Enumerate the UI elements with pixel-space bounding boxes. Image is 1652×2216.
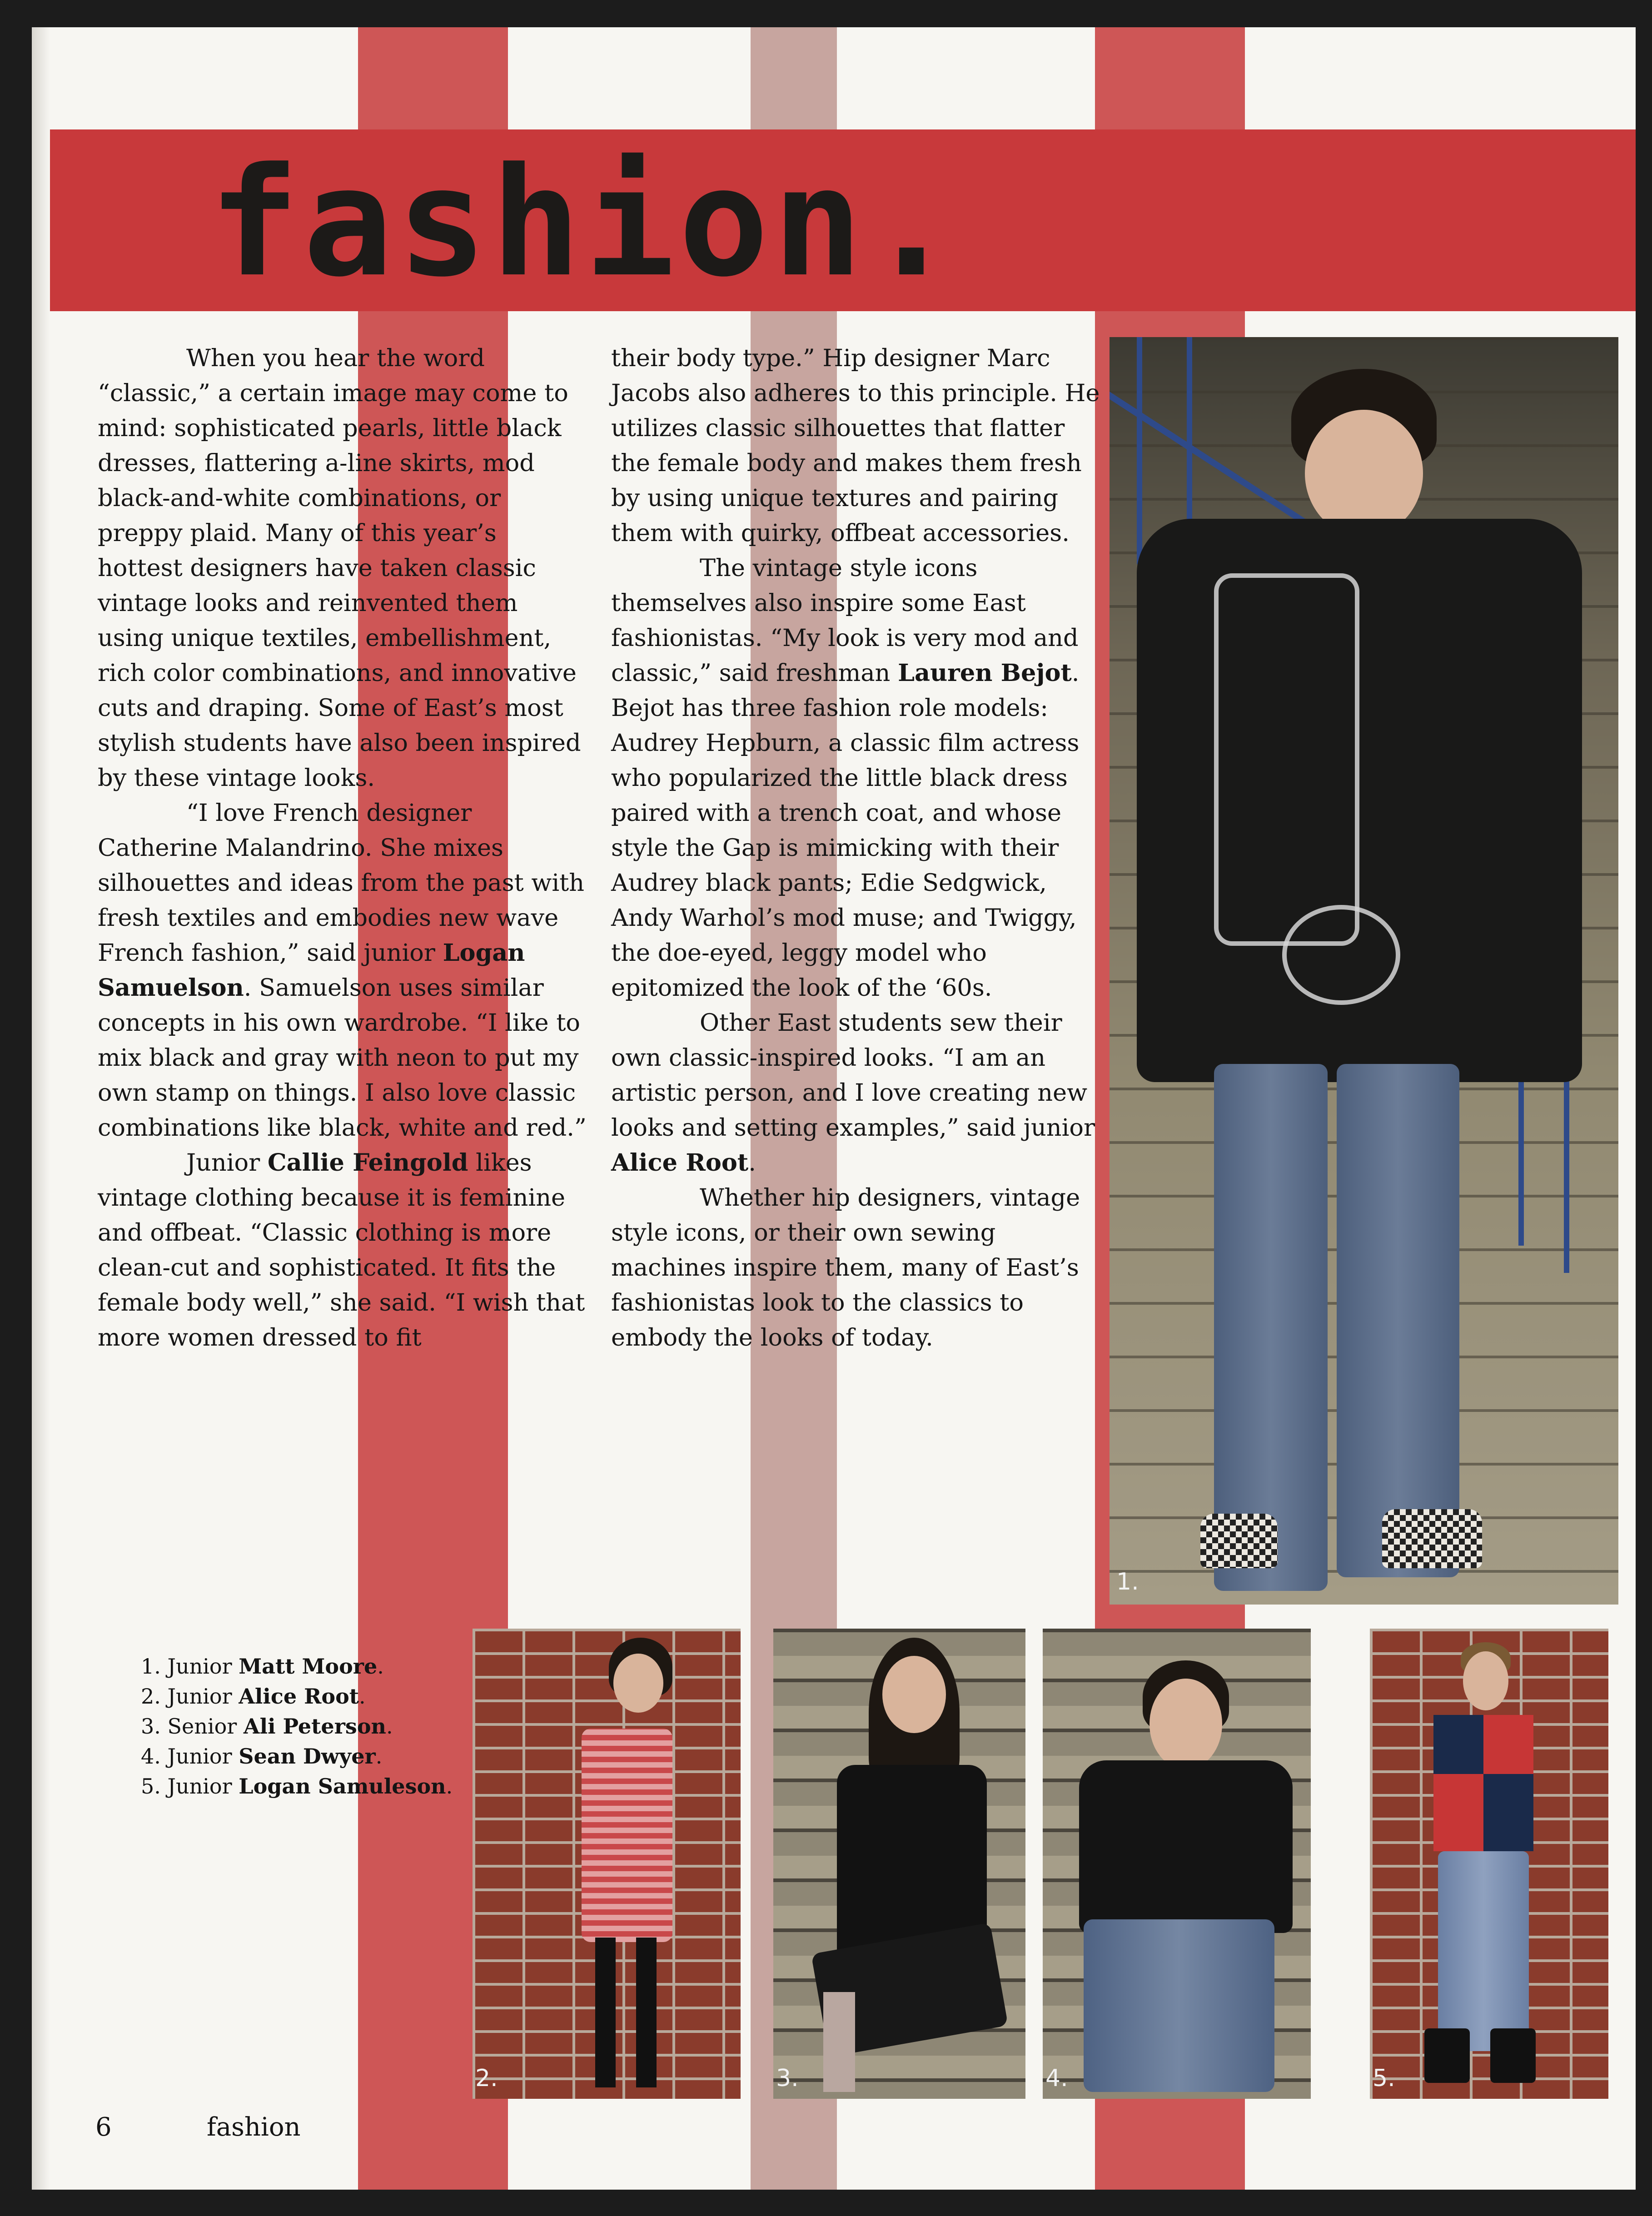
paragraph: their body type.” Hip designer Marc Jacobs also adheres to this principle. He utilizes classic silhouettes that flatter the female body and makes them fresh by using unique textures and pairing them with quirky, offbeat accessories.: [611, 344, 1100, 547]
paragraph: The vintage style icons themselves also inspire some East fashionistas. “My look is very mod and classic,” said freshman Lauren Bejot. Bejot has three fashion role models: Audrey Hepburn, a classic film actress who popularized the little black dress paired with a trench coat, and whose style the Gap is mimicking with their Audrey black pants; Edie Sedgwick, Andy Warhol’s mod muse; and Twiggy, the doe-eyed, leggy model who epitomized the look of the ‘60s.: [611, 554, 1080, 1002]
photo-5-student-brick-wall: [1370, 1629, 1608, 2099]
student-name: Callie Feingold: [267, 1149, 468, 1177]
photo-number: 1.: [1116, 1568, 1139, 1595]
caption-item: 2. Junior Alice Root.: [141, 1684, 366, 1709]
paragraph: When you hear the word “classic,” a certain image may come to mind: sophisticated pearls, little black dresses, flattering a-line skirts, mod black-and-white combinations, or preppy plaid. Many of this year’s hottest designers have taken classic vintage looks and reinvented them using unique textiles, embellishment, rich color combinations, and innovative cuts and draping. Some of East’s most stylish students have also been inspired by these vintage looks.: [98, 344, 581, 792]
photo-1-student-on-stairs: [1110, 337, 1618, 1605]
paragraph: Junior Callie Feingold likes vintage clothing because it is feminine and offbeat. “Classic clothing is more clean-cut and sophisticated. It fits the female body well,” she said. “I wish that more women dressed to fit: [98, 1149, 585, 1351]
caption-item: 4. Junior Sean Dwyer.: [141, 1744, 383, 1769]
photo-number: 4.: [1045, 2065, 1068, 2092]
caption-item: 3. Senior Ali Peterson.: [141, 1714, 393, 1739]
student-name: Lauren Bejot: [898, 659, 1072, 687]
student-name: Logan Samuelson: [98, 939, 525, 1002]
caption-item: 5. Junior Logan Samuleson.: [141, 1774, 453, 1799]
caption-item: 1. Junior Matt Moore.: [141, 1654, 384, 1679]
photo-3-student-sitting-stairs: [773, 1629, 1025, 2099]
photo-caption-list: [141, 1651, 453, 1801]
paragraph: Other East students sew their own classic-inspired looks. “I am an artistic person, and I love creating new looks and setting examples,” said junior Alice Root.: [611, 1009, 1095, 1177]
photo-number: 5.: [1373, 2065, 1395, 2092]
page-title: fashion.: [209, 135, 960, 310]
page-number: 6: [95, 2112, 112, 2142]
yearbook-page: [32, 27, 1636, 2190]
photo-2-student-brick-wall: [473, 1629, 741, 2099]
footer-section-label: fashion: [207, 2112, 301, 2142]
article-column-2: [611, 341, 1102, 1355]
student-name: Alice Root: [611, 1149, 749, 1177]
paragraph: Whether hip designers, vintage style icons, or their own sewing machines inspire them, many of East’s fashionistas look to the classics to embody the looks of today.: [611, 1184, 1080, 1351]
photo-4-student-sitting-stairs: [1043, 1629, 1311, 2099]
photo-number: 3.: [776, 2065, 799, 2092]
article-column-1: [98, 341, 588, 1355]
photo-number: 2.: [475, 2065, 498, 2092]
page-edge-shadow: [32, 27, 50, 2190]
paragraph: “I love French designer Catherine Malandrino. She mixes silhouettes and ideas from the past with fresh textiles and embodies new wave French fashion,” said junior Logan Samuelson. Samuelson uses similar concepts in his own wardrobe. “I like to mix black and gray with neon to put my own stamp on things. I also love classic combinations like black, white and red.”: [98, 799, 587, 1142]
